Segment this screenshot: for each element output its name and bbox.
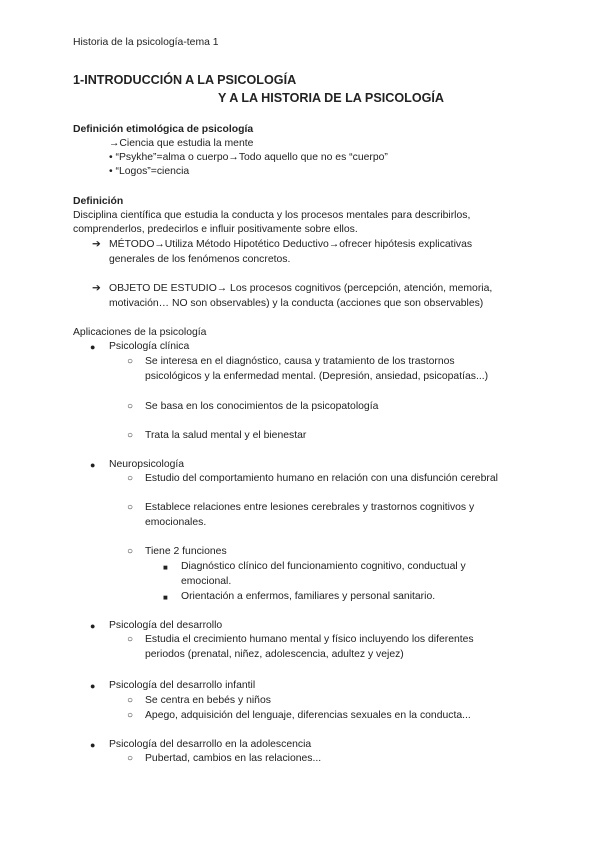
circle-bullet-icon: ○ [127, 401, 134, 412]
definicion-heading: Definición [73, 196, 124, 207]
circle-bullet-icon: ○ [127, 753, 134, 764]
etimologia-line-1: →Ciencia que estudia la mente [109, 138, 254, 149]
adolescencia-item-1: Pubertad, cambios en las relaciones... [145, 753, 322, 764]
neuro-sub-2: Orientación a enfermos, familiares y personal sanitario. [181, 591, 436, 602]
circle-bullet-icon: ○ [127, 710, 134, 721]
clinica-item-3: Trata la salud mental y el bienestar [145, 430, 307, 441]
clinica-item-1-line-2: psicológicos y la enfermedad mental. (Depresión, ansiedad, psicopatías...) [145, 371, 489, 382]
clinica-item-2: Se basa en los conocimientos de la psicopatología [145, 401, 379, 412]
etimologia-heading: Definición etimológica de psicología [73, 124, 254, 135]
neuro-item-2-line-1: Establece relaciones entre lesiones cerebrales y trastornos cognitivos y [145, 502, 475, 513]
objeto-line-2: motivación… NO son observables) y la conducta (acciones que son observables) [109, 298, 484, 309]
metodo-line-1: MÉTODO→Utiliza Método Hipotético Deductivo→ofrecer hipótesis explicativas [109, 239, 473, 250]
objeto-line-1: OBJETO DE ESTUDIO→ Los procesos cognitivos (percepción, atención, memoria, [109, 283, 493, 294]
metodo-line-2: generales de los fenómenos concretos. [109, 254, 291, 265]
page-header: Historia de la psicología-tema 1 [73, 37, 219, 48]
page-title-line-1: 1-INTRODUCCIÓN A LA PSICOLOGÍA [73, 73, 297, 87]
infantil-item-1: Se centra en bebés y niños [145, 695, 271, 706]
neuro-sub-1-line-1: Diagnóstico clínico del funcionamiento cognitivo, conductual y [181, 561, 466, 572]
circle-bullet-icon: ○ [127, 473, 134, 484]
arrow-bullet-icon: ➔ [92, 239, 101, 250]
desarrollo-title: Psicología del desarrollo [109, 620, 223, 631]
disc-bullet-icon: ● [90, 740, 96, 750]
neuro-item-1: Estudio del comportamiento humano en relación con una disfunción cerebral [145, 473, 498, 484]
circle-bullet-icon: ○ [127, 356, 134, 367]
circle-bullet-icon: ○ [127, 695, 134, 706]
square-bullet-icon: ■ [163, 563, 168, 572]
aplicaciones-heading: Aplicaciones de la psicología [73, 327, 207, 338]
disc-bullet-icon: ● [90, 460, 96, 470]
infantil-item-2: Apego, adquisición del lenguaje, diferencias sexuales en la conducta... [145, 710, 471, 721]
desarrollo-item-1-line-1: Estudia el crecimiento humano mental y físico incluyendo los diferentes [145, 634, 474, 645]
circle-bullet-icon: ○ [127, 430, 134, 441]
definicion-paragraph-line-1: Disciplina científica que estudia la conducta y los procesos mentales para describirlos, [73, 210, 471, 221]
neuro-sub-1-line-2: emocional. [181, 576, 232, 587]
etimologia-line-3: • “Logos”=ciencia [109, 166, 190, 177]
neuro-item-2-line-2: emocionales. [145, 517, 207, 528]
infantil-title: Psicología del desarrollo infantil [109, 680, 256, 691]
arrow-bullet-icon: ➔ [92, 283, 101, 294]
desarrollo-item-1-line-2: periodos (prenatal, niñez, adolescencia, adultez y vejez) [145, 649, 404, 660]
circle-bullet-icon: ○ [127, 634, 134, 645]
adolescencia-title: Psicología del desarrollo en la adolescencia [109, 739, 312, 750]
neuro-title: Neuropsicología [109, 459, 185, 470]
disc-bullet-icon: ● [90, 342, 96, 352]
square-bullet-icon: ■ [163, 593, 168, 602]
etimologia-line-2: • “Psykhe”=alma o cuerpo→Todo aquello que no es “cuerpo” [109, 152, 388, 163]
circle-bullet-icon: ○ [127, 546, 134, 557]
circle-bullet-icon: ○ [127, 502, 134, 513]
neuro-item-3: Tiene 2 funciones [145, 546, 227, 557]
clinica-title: Psicología clínica [109, 341, 190, 352]
clinica-item-1-line-1: Se interesa en el diagnóstico, causa y tratamiento de los trastornos [145, 356, 455, 367]
disc-bullet-icon: ● [90, 621, 96, 631]
page-title-line-2: Y A LA HISTORIA DE LA PSICOLOGÍA [218, 91, 445, 105]
disc-bullet-icon: ● [90, 681, 96, 691]
definicion-paragraph-line-2: comprenderlos, predecirlos e influir positivamente sobre ellos. [73, 224, 358, 235]
